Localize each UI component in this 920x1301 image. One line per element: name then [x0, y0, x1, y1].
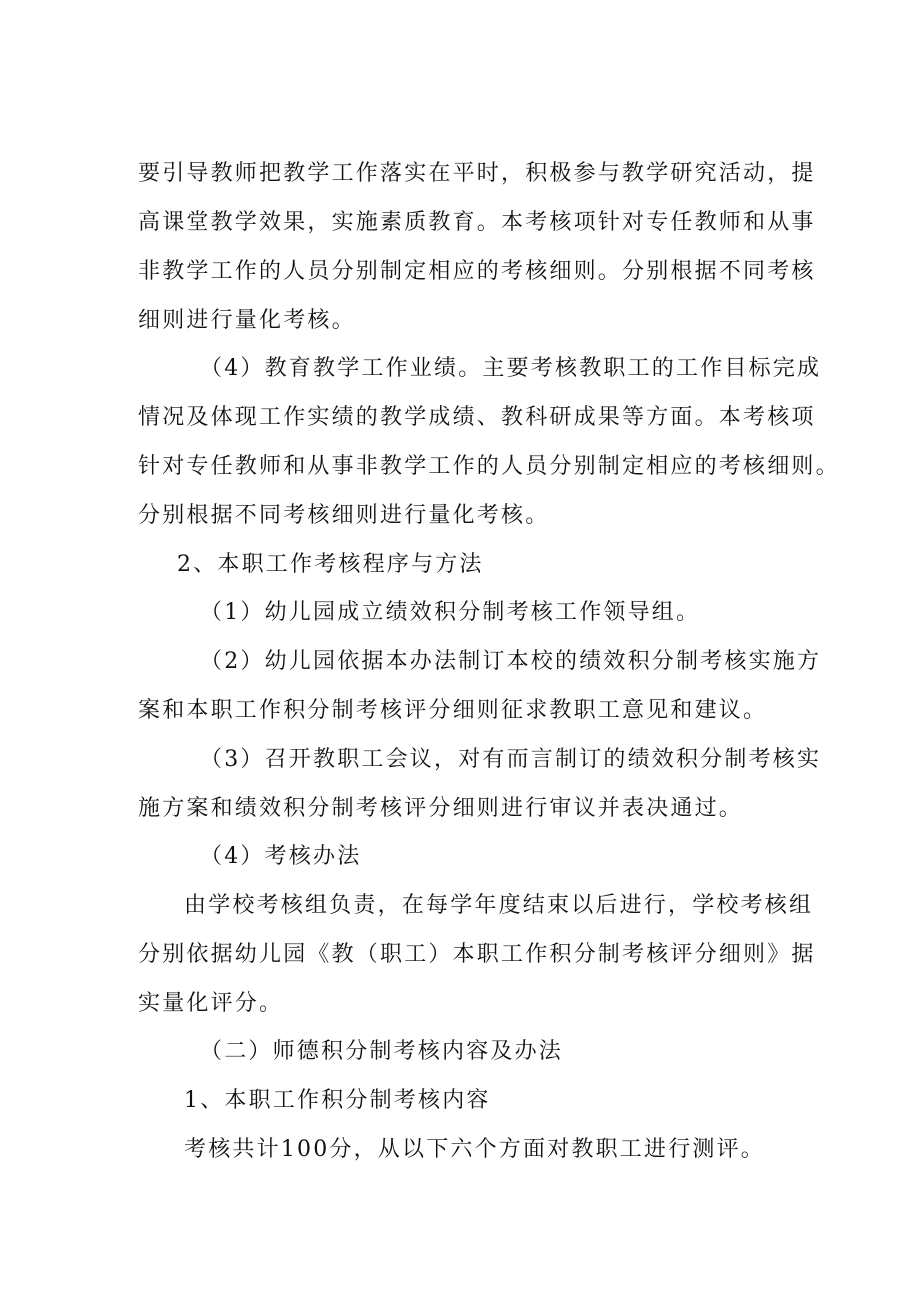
paragraph-line: 要引导教师把教学工作落实在平时，积极参与教学研究活动，提 [138, 161, 816, 186]
paragraph-line: （4）教育教学工作业绩。主要考核教职工的工作目标完成 [200, 356, 822, 381]
paragraph-line: （2）幼儿园依据本办法制订本校的绩效积分制考核实施方 [200, 649, 822, 674]
paragraph-line: （4）考核办法 [200, 844, 362, 869]
paragraph-line: 分别根据不同考核细则进行量化考核。 [138, 503, 550, 528]
paragraph-line: 高课堂教学效果，实施素质教育。本考核项针对专任教师和从事 [138, 210, 816, 235]
paragraph-line: 实量化评分。 [138, 991, 284, 1016]
section-heading: 2、本职工作考核程序与方法 [177, 552, 484, 577]
section-heading: （二）师德积分制考核内容及办法 [200, 1039, 564, 1064]
paragraph-line: 非教学工作的人员分别制定相应的考核细则。分别根据不同考核 [138, 259, 816, 284]
section-heading: 1、本职工作积分制考核内容 [184, 1088, 491, 1113]
paragraph-line: （1）幼儿园成立绩效积分制考核工作领导组。 [200, 600, 701, 625]
paragraph-line: （3）召开教职工会议，对有而言制订的绩效积分制考核实 [200, 747, 822, 772]
paragraph-line: 细则进行量化考核。 [138, 308, 356, 333]
paragraph-line: 案和本职工作积分制考核评分细则征求教职工意见和建议。 [138, 698, 768, 723]
paragraph-line: 考核共计100分，从以下六个方面对教职工进行测评。 [184, 1137, 765, 1162]
paragraph-line: 分别依据幼儿园《教（职工）本职工作积分制考核评分细则》据 [138, 942, 816, 967]
paragraph-line: 针对专任教师和从事非教学工作的人员分别制定相应的考核细则。 [138, 454, 840, 479]
paragraph-line: 由学校考核组负责，在每学年度结束以后进行，学校考核组 [184, 893, 814, 918]
paragraph-line: 情况及体现工作实绩的教学成绩、教科研成果等方面。本考核项 [138, 405, 816, 430]
paragraph-line: 施方案和绩效积分制考核评分细则进行审议并表决通过。 [138, 796, 744, 821]
